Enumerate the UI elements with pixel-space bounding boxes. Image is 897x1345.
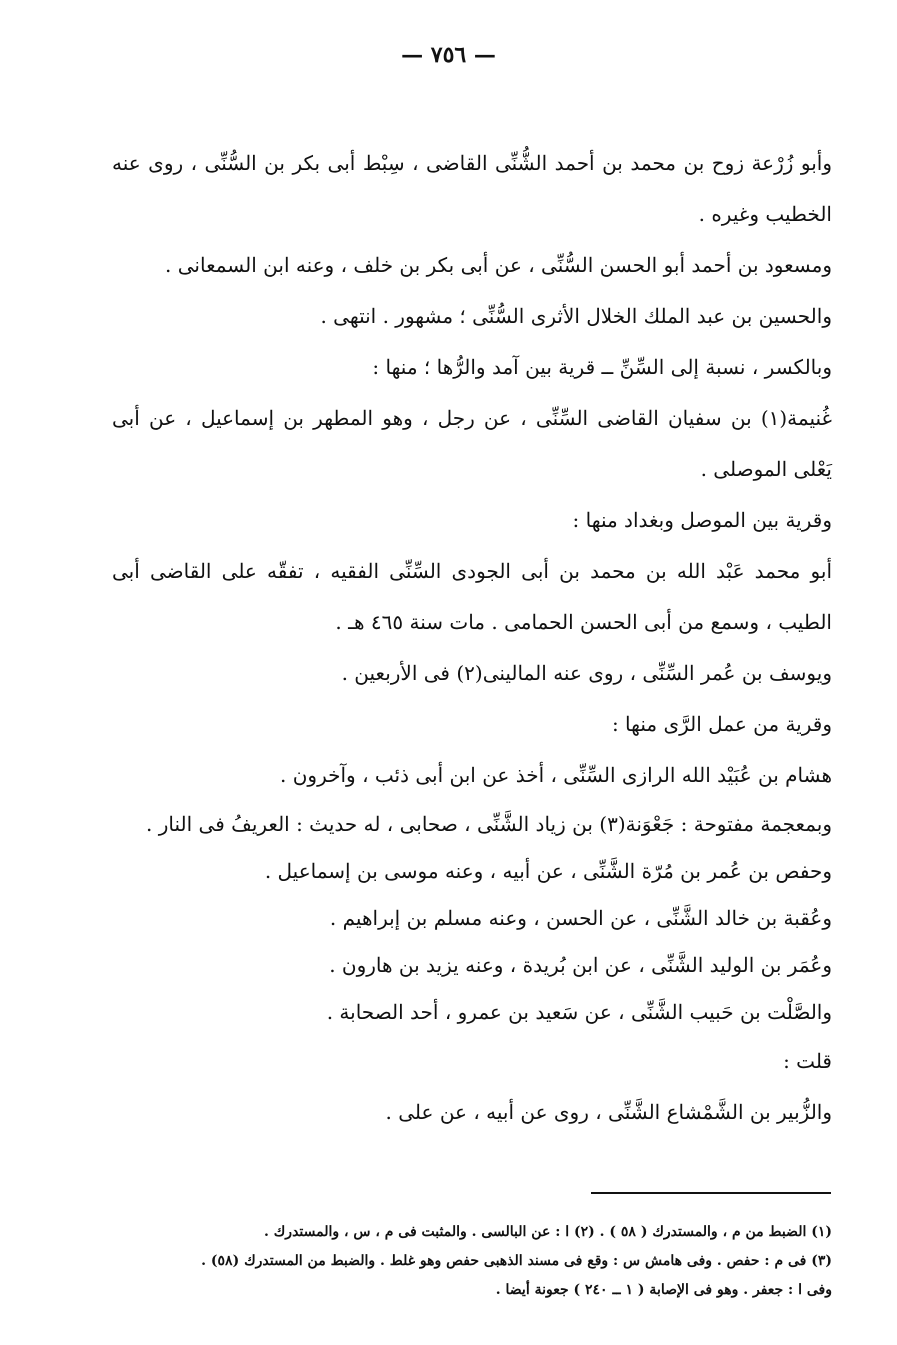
paragraph-masud: ومسعود بن أحمد أبو الحسن السُّنِّى ، عن أبى بكر بن خلف ، وعنه ابن السمعانى . [165,253,832,277]
body-text [112,138,832,1138]
paragraph-umar: وعُمَر بن الوليد الشَّنِّى ، عن ابن بُريدة ، وعنه يزيد بن هارون . [329,953,832,977]
paragraph-zubayr: والزُّبير بن الشَّمْشاع الشَّنِّى ، روى عن أبيه ، عن على . [385,1100,832,1124]
paragraph-mosul-village: وقرية بين الموصل وبغداد منها : [572,508,832,532]
footnote-divider [591,1192,831,1194]
page-number: — ٧٥٦ — [401,42,496,68]
paragraph-uqba: وعُقبة بن خالد الشَّنِّى ، عن الحسن ، وعنه مسلم بن إبراهيم . [329,906,832,930]
footnotes [100,1218,832,1305]
paragraph-hafs: وحفص بن عُمر بن مُرّة الشَّنِّى ، عن أبيه ، وعنه موسى بن إسماعيل . [264,859,832,883]
footnote-line: (٣) فى م : حفص . وفى هامش س : وقع فى مسند الذهبى حفص وهو غلط . والضبط من المستدرك (٥٨) . [201,1253,832,1269]
footnote-line: (١) الضبط من م ، والمستدرك ( ٥٨ ) . (٢) ا : عن البالسى . والمثبت فى م ، س ، والمستدرك . [264,1224,832,1240]
paragraph-kasr-nisba: وبالكسر ، نسبة إلى السِّنِّ ــ قرية بين آمد والرُّها ؛ منها : [372,355,832,379]
paragraph-yusuf: ويوسف بن عُمر السِّنِّى ، روى عنه المالينى(٢) فى الأربعين . [341,661,832,685]
paragraph-abu-zura: وأبو زُرْعة زوح بن محمد بن أحمد الشُّنِّى القاضى ، سِبْط أبى بكر بن السُّنِّى ، روى عنه الخطيب وغيره . [112,151,832,226]
paragraph-qultu: قلت : [783,1049,832,1073]
paragraph-hisham: هشام بن عُبَيْد الله الرازى السِّنِّى ، أخذ عن ابن أبى ذئب ، وآخرون . [280,763,832,787]
paragraph-rayy-village: وقرية من عمل الرَّى منها : [611,712,832,736]
paragraph-ghunayma: غُنيمة(١) بن سفيان القاضى السِّنِّى ، عن رجل ، وهو المطهر بن إسماعيل ، عن أبى يَعْلى الموصلى . [112,406,832,481]
paragraph-husayn: والحسين بن عبد الملك الخلال الأثرى السُّنِّى ؛ مشهور . انتهى . [320,304,832,328]
paragraph-jawna: وبمعجمة مفتوحة : جَعْوَنة(٣) بن زياد الشَّنِّى ، صحابى ، له حديث : العريفُ فى النار . [146,812,832,836]
footnote-line: وفى ا : جعفر . وهو فى الإصابة ( ١ ــ ٢٤٠ ) جعونة أيضا . [495,1282,832,1298]
paragraph-abu-muhammad: أبو محمد عَبْد الله بن محمد بن أبى الجودى السِّنِّى الفقيه ، تفقّه على القاضى أبى الطيب ، وسمع من أبى الحسن الحمامى . مات سنة ٤٦٥ هـ . [112,559,832,634]
paragraph-salt: والصَّلْت بن حَبيب الشَّنِّى ، عن سَعيد بن عمرو ، أحد الصحابة . [326,1000,832,1024]
